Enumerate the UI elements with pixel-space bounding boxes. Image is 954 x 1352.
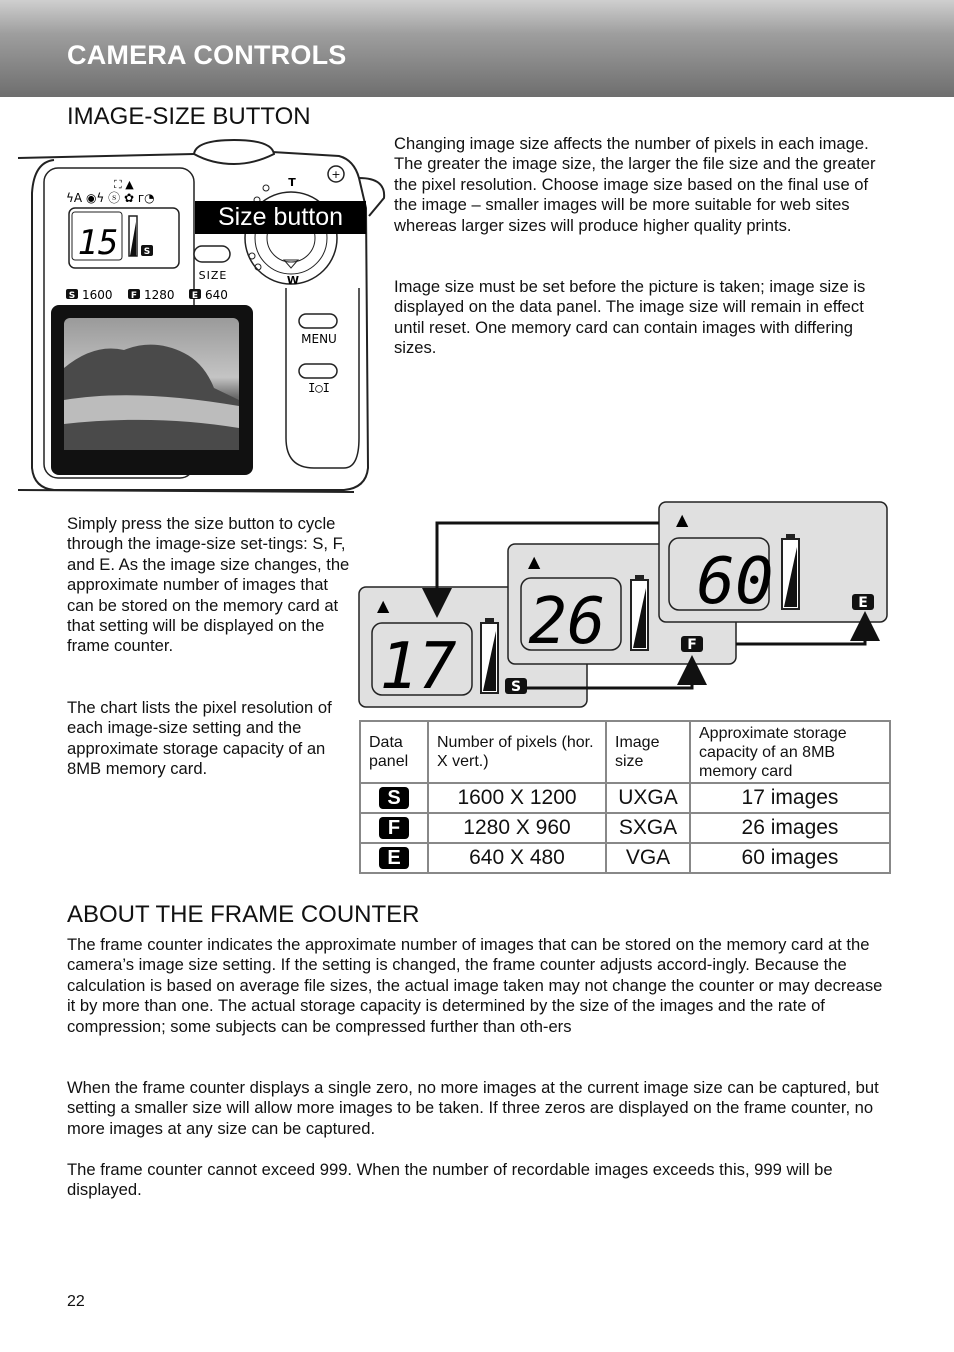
frame-counter-paragraph-1: The frame counter indicates the approximate number of images that can be stored on the memory card at the camera’s image size setting. If the setting is changed, the frame counter adjusts accord-ingly. Because the calculation is based on average file sizes, the actual image taken may not change the counter or may decrease it by more than one. The actual storage capacity is determined by the size of the images and the rate of compression; some subjects can be compressed further than oth-ers <box>67 935 883 1036</box>
zoom-t-label: T <box>288 176 296 189</box>
image-size-cell: VGA <box>606 843 690 873</box>
size-button-callout: Size button <box>195 201 366 234</box>
panel-size-mark: S <box>143 247 151 257</box>
chart-header-data-panel: Data panel <box>360 721 428 783</box>
table-row <box>360 783 890 813</box>
lcd-counter-f: 26 <box>528 585 606 659</box>
body-paragraph-1: Simply press the size button to cycle through the image-size set-tings: S, F, and E. As the image size changes, the approximate number of images that can be stored on the memory card at that setting will be displayed on the frame counter. <box>67 514 350 656</box>
lcd-counter-s: 17 <box>379 630 457 704</box>
size-mark-s: S <box>379 787 409 809</box>
lcd-mark-f: F <box>687 637 697 653</box>
capacity-cell: 26 images <box>690 813 890 843</box>
image-size-cell: SXGA <box>606 813 690 843</box>
menu-button-label: MENU <box>301 332 337 346</box>
panel-counter: 15 <box>77 223 119 263</box>
chart-header-image-size: Image size <box>606 721 690 783</box>
strip-value-1280: 1280 <box>144 288 175 302</box>
frame-counter-paragraph-2: When the frame counter displays a single zero, no more images at the current image size can be captured, but setting a smaller size will allow more images to be taken. If three zeros are displayed on the frame counter, no more images at any size can be captured. <box>67 1078 879 1138</box>
chart-header-pixels: Number of pixels (hor. X vert.) <box>428 721 606 783</box>
pixels-cell: 1600 X 1200 <box>428 783 606 813</box>
svg-text:▲: ▲ <box>377 596 390 615</box>
table-row <box>360 843 890 873</box>
size-button[interactable] <box>194 246 230 262</box>
strip-mark-e: E <box>191 291 199 301</box>
display-button[interactable] <box>299 364 337 378</box>
strip-mark-s: S <box>68 291 76 301</box>
chart-header-capacity: Approximate storage capacity of an 8MB memory card <box>690 721 890 783</box>
menu-button[interactable] <box>299 314 337 328</box>
frame-counter-paragraph-3: The frame counter cannot exceed 999. When the number of recordable images exceeds this, 999 will be displayed. <box>67 1160 833 1200</box>
intro-paragraph-2: Image size must be set before the picture is taken; image size is displayed on the data panel. The image size will remain in effect until reset. One memory card can contain images with differing sizes. <box>394 277 866 358</box>
size-mark-f: F <box>379 817 409 839</box>
strip-value-1600: 1600 <box>82 288 113 302</box>
capacity-cell: 60 images <box>690 843 890 873</box>
size-button-label: SIZE <box>198 269 228 282</box>
svg-text:⛶ ▲: ⛶ ▲ <box>114 178 134 191</box>
page-number: 22 <box>67 1293 85 1310</box>
svg-text:+: + <box>331 168 341 181</box>
image-size-cell: UXGA <box>606 783 690 813</box>
frame-counter-sequence <box>355 498 895 713</box>
svg-text:▲: ▲ <box>528 552 541 571</box>
table-row <box>360 813 890 843</box>
body-paragraph-2: The chart lists the pixel resolution of each image-size setting and the approximate storage capacity of an 8MB memory card. <box>67 698 332 779</box>
size-mark-e: E <box>379 847 409 869</box>
display-button-glyph: I◯I <box>308 381 330 395</box>
image-size-chart <box>359 720 891 874</box>
strip-mark-f: F <box>130 291 138 301</box>
lcd-mark-e: E <box>858 595 868 611</box>
frame-counter-heading: ABOUT THE FRAME COUNTER <box>67 901 420 928</box>
chart-header-row <box>360 721 890 783</box>
svg-text:▲: ▲ <box>676 510 689 529</box>
zoom-w-label: W <box>286 274 300 287</box>
pixels-cell: 1280 X 960 <box>428 813 606 843</box>
lcd-mark-s: S <box>510 679 522 695</box>
pixels-cell: 640 X 480 <box>428 843 606 873</box>
page-header <box>0 0 954 97</box>
page-title: CAMERA CONTROLS <box>67 40 347 70</box>
intro-paragraph-1: Changing image size affects the number of pixels in each image. The greater the image size, the larger the file size and the greater the pixel resolution. Choose image size based on the final use of the image – smaller images will be more suitable for web sites whereas larger sizes will produce higher quality prints. <box>394 134 876 235</box>
camera-back-illustration <box>14 138 389 496</box>
lcd-panel-e <box>659 502 887 622</box>
image-size-heading: IMAGE-SIZE BUTTON <box>67 103 311 130</box>
lcd-counter-e: 60 <box>696 545 774 619</box>
capacity-cell: 17 images <box>690 783 890 813</box>
strip-value-640: 640 <box>205 288 228 302</box>
svg-text:ϟA ◉ϟ ⓢ ✿ г◔: ϟA ◉ϟ ⓢ ✿ г◔ <box>66 191 155 205</box>
